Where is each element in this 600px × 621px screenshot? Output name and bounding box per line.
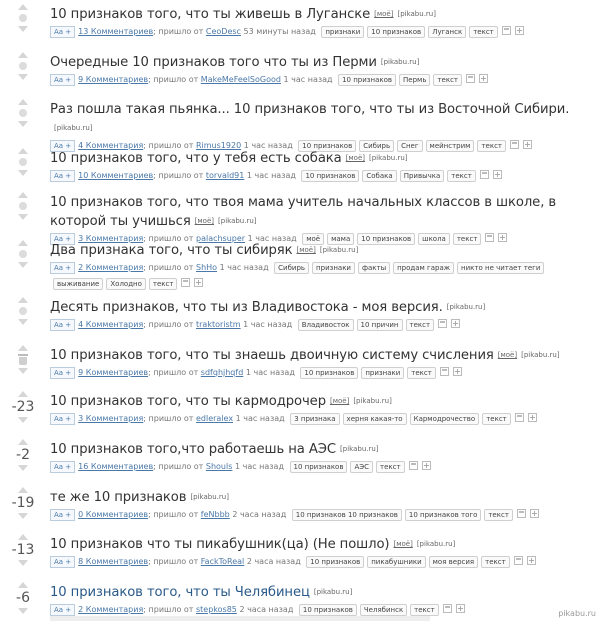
post-title-link[interactable]: 10 признаков того,что работаешь на АЭС — [50, 442, 337, 457]
tag-link[interactable]: Владивосток — [298, 319, 354, 331]
post-content — [50, 439, 595, 474]
post-title-link[interactable]: Два признака того, что ты сибиряк — [50, 243, 293, 258]
post-rating: -13 — [11, 542, 35, 558]
post-content — [50, 99, 595, 153]
add-plus-icon[interactable] — [527, 556, 536, 565]
save-icon[interactable] — [438, 319, 447, 328]
tag-link[interactable]: текст — [481, 556, 510, 568]
mine-label[interactable]: [моё] — [296, 246, 316, 254]
rating-hidden-dot-icon — [19, 250, 27, 258]
author-link[interactable]: torvald91 — [205, 171, 245, 180]
post-meta-tags-continued — [50, 277, 595, 291]
font-size-button[interactable]: Аа + — [50, 233, 75, 245]
add-plus-icon[interactable] — [456, 604, 465, 613]
post-time: 1 час назад — [245, 368, 295, 377]
post-title-link[interactable]: 10 признаков что ты пикабушник(ца) (Не пошло) — [50, 537, 390, 552]
tag-link[interactable]: Снег — [397, 140, 422, 152]
add-plus-icon[interactable] — [515, 26, 524, 35]
add-plus-icon[interactable] — [528, 413, 537, 422]
tag-link[interactable]: текст — [410, 604, 439, 616]
upvote-arrow-icon[interactable] — [18, 148, 28, 154]
rating-hidden-dot-icon — [19, 202, 27, 210]
post-time: 2 часа назад — [239, 605, 294, 614]
post-title-link[interactable]: те же 10 признаков — [50, 490, 187, 505]
font-size-button[interactable]: Аа + — [50, 26, 75, 38]
upvote-arrow-icon[interactable] — [18, 240, 28, 246]
author-link[interactable]: edleralex — [195, 414, 234, 423]
vote-column — [0, 148, 46, 176]
post-title-line — [50, 192, 595, 230]
tag-link[interactable]: факты — [358, 262, 390, 274]
post-title-link[interactable]: Десять признаков, что ты из Владивостока - моя версия. — [50, 300, 443, 315]
comments-link[interactable]: 13 Комментариев — [78, 27, 154, 36]
came-from-label: ; пришло от — [153, 462, 204, 471]
tag-link[interactable]: мама — [327, 233, 354, 245]
post-content — [50, 52, 595, 87]
post-meta — [50, 555, 595, 569]
upvote-arrow-icon[interactable] — [18, 534, 28, 540]
came-from-label: ; пришло от — [143, 141, 194, 150]
vote-column — [0, 99, 46, 127]
post-meta — [50, 460, 595, 474]
post-domain: [pikabu.ru] — [521, 351, 560, 359]
post-time: 1 час назад — [247, 234, 297, 243]
tag-link[interactable]: мейнстрим — [426, 140, 475, 152]
author-link[interactable]: FackToReal — [200, 557, 245, 566]
tag-link[interactable]: текст — [453, 233, 482, 245]
tag-link[interactable]: текст — [407, 367, 436, 379]
tag-link[interactable]: никто не читает теги — [457, 262, 544, 274]
comments-link[interactable]: 10 Комментариев — [78, 171, 154, 180]
tag-link[interactable]: текст — [477, 140, 506, 152]
tag-link[interactable]: текст — [376, 461, 405, 473]
downvote-arrow-icon[interactable] — [18, 608, 28, 614]
vote-column — [0, 487, 46, 519]
post-title-line — [50, 4, 595, 23]
downvote-arrow-icon[interactable] — [18, 513, 28, 519]
rating-hidden-dot-icon — [19, 109, 27, 117]
upvote-arrow-icon[interactable] — [18, 582, 28, 588]
author-link[interactable]: traktoristm — [195, 320, 241, 329]
add-plus-icon[interactable] — [530, 509, 539, 518]
author-link[interactable]: sdfqhjhqfd — [200, 368, 244, 377]
post-content — [50, 345, 595, 380]
post-time: 1 час назад — [234, 462, 284, 471]
upvote-arrow-icon[interactable] — [18, 345, 28, 351]
tag-link[interactable]: Сибирь — [274, 262, 309, 274]
post-title-line — [50, 487, 595, 506]
tag-link[interactable]: признаки — [312, 262, 355, 274]
upvote-arrow-icon[interactable] — [18, 487, 28, 493]
site-watermark: pikabu.ru — [558, 609, 596, 618]
add-plus-icon[interactable] — [453, 367, 462, 376]
tag-link[interactable]: школа — [418, 233, 450, 245]
mine-label[interactable]: [моё] — [194, 217, 215, 225]
came-from-label: ; пришло от — [148, 368, 199, 377]
post-rating: -23 — [11, 399, 35, 415]
vote-column — [0, 439, 46, 471]
tag-link[interactable]: 10 признаков — [299, 604, 357, 616]
came-from-label: ; пришло от — [143, 320, 194, 329]
font-size-button[interactable]: Аа + — [50, 140, 75, 152]
tag-link[interactable]: текст — [447, 170, 476, 182]
tag-link[interactable]: 10 признаков — [357, 233, 415, 245]
downvote-arrow-icon[interactable] — [18, 74, 28, 80]
post-content — [50, 582, 595, 617]
tag-link[interactable]: текст — [482, 413, 511, 425]
add-plus-icon[interactable] — [479, 74, 488, 83]
post-title-link[interactable]: Раз пошла такая пьянка... 10 признаков того, что ты из Восточной Сибири. — [50, 102, 570, 117]
add-plus-icon[interactable] — [451, 319, 460, 328]
font-size-button[interactable]: Аа + — [50, 367, 75, 379]
post-time: 1 час назад — [243, 141, 293, 150]
tag-link[interactable]: 10 признаков — [367, 26, 425, 38]
downvote-arrow-icon[interactable] — [18, 368, 28, 374]
tag-link[interactable]: АЭС — [350, 461, 373, 473]
tag-link[interactable]: моё — [302, 233, 324, 245]
tag-link[interactable]: продам гараж — [393, 262, 454, 274]
save-icon[interactable] — [440, 367, 449, 376]
upvote-arrow-icon[interactable] — [18, 52, 28, 58]
post-content — [50, 192, 595, 246]
vote-column — [0, 4, 46, 32]
post-title-line — [50, 148, 595, 167]
mine-label[interactable]: [моё] — [497, 351, 518, 359]
save-icon[interactable] — [443, 604, 452, 613]
author-link[interactable]: feNbbb — [200, 510, 230, 519]
upvote-arrow-icon[interactable] — [18, 99, 28, 105]
came-from-label: ; пришло от — [153, 171, 204, 180]
post-meta — [50, 261, 595, 275]
came-from-label: ; пришло от — [153, 27, 204, 36]
font-size-button[interactable]: Аа + — [50, 319, 75, 331]
post-title-link[interactable]: 10 признаков того, что твоя мама учитель начальных классов в школе, в которой ты учишься — [50, 195, 557, 229]
vote-column — [0, 582, 46, 614]
author-link[interactable]: palachsuper — [195, 234, 246, 243]
post-domain: [pikabu.ru] — [340, 445, 379, 453]
vote-column — [0, 192, 46, 220]
vote-column — [0, 52, 46, 80]
post-meta — [50, 412, 595, 426]
font-size-button[interactable]: Аа + — [50, 413, 75, 425]
vote-column — [0, 297, 46, 325]
comments-link[interactable]: 4 Комментария — [78, 320, 144, 329]
tag-link[interactable]: Привычка — [400, 170, 445, 182]
came-from-label: ; пришло от — [143, 263, 194, 272]
save-icon[interactable] — [515, 413, 524, 422]
post-rating: -19 — [11, 495, 35, 511]
tag-link[interactable]: 3 признака — [290, 413, 339, 425]
post-content — [50, 148, 595, 183]
post-time: 1 час назад — [235, 414, 285, 423]
downvote-arrow-icon[interactable] — [18, 262, 28, 268]
post-meta — [50, 169, 595, 183]
rating-hidden-dot-icon — [19, 158, 27, 166]
add-plus-icon[interactable] — [194, 278, 203, 287]
post-meta — [50, 603, 595, 617]
comments-link[interactable]: 9 Комментариев — [78, 368, 149, 377]
mine-label[interactable]: [моё] — [393, 540, 413, 548]
author-link[interactable]: MakeMeFeelSoGood — [200, 75, 281, 84]
font-size-button[interactable]: Аа + — [50, 461, 75, 473]
post-title-link[interactable]: 10 признаков того, что ты Челябинец — [50, 585, 310, 600]
tag-link[interactable]: текст — [469, 26, 498, 38]
post-title-line — [50, 52, 595, 71]
post-title-line — [50, 99, 595, 137]
tag-link[interactable]: Собака — [362, 170, 396, 182]
tag-link[interactable]: Челябинск — [360, 604, 407, 616]
post-domain: [pikabu.ru] — [319, 246, 359, 254]
tag-link[interactable]: 10 причин — [357, 319, 403, 331]
upvote-arrow-icon[interactable] — [18, 439, 28, 445]
post-title-link[interactable]: Очередные 10 признаков того что ты из Перми — [50, 55, 377, 70]
post-title-line — [50, 534, 595, 553]
post-domain: [pikabu.ru] — [190, 493, 229, 501]
post-time: 1 час назад — [246, 171, 296, 180]
tag-link[interactable]: текст — [484, 509, 513, 521]
came-from-label: ; пришло от — [148, 510, 199, 519]
bottom-scroll-strip — [50, 616, 430, 621]
add-plus-icon[interactable] — [493, 170, 502, 179]
post-domain: [pikabu.ru] — [353, 397, 392, 405]
tag-link[interactable]: 10 признаков 10 признаков — [292, 509, 402, 521]
post-domain: [pikabu.ru] — [218, 217, 257, 225]
font-size-button[interactable]: Аа + — [50, 604, 75, 616]
tag-link[interactable]: 10 признаков — [306, 556, 364, 568]
post-content — [50, 391, 595, 426]
post-title-line — [50, 240, 595, 259]
post-title-link[interactable]: 10 признаков того, что ты кармодрочер — [50, 394, 326, 409]
rating-hidden-dot-icon — [19, 62, 27, 70]
vote-column — [0, 534, 46, 566]
tag-link[interactable]: 10 признаков — [298, 140, 356, 152]
tag-link[interactable]: Пермь — [399, 74, 430, 86]
author-link[interactable]: stepkos85 — [195, 605, 237, 614]
author-link[interactable]: Rimus1920 — [195, 141, 242, 150]
post-domain: [pikabu.ru] — [380, 58, 420, 66]
post-content — [50, 4, 595, 39]
downvote-arrow-icon[interactable] — [18, 170, 28, 176]
author-link[interactable]: ShHo — [195, 263, 218, 272]
tag-link[interactable]: моя версия — [429, 556, 478, 568]
font-size-button[interactable]: Аа + — [50, 262, 75, 274]
post-domain: [pikabu.ru] — [416, 540, 456, 548]
save-icon[interactable] — [409, 461, 418, 470]
post-meta — [50, 25, 595, 39]
comments-link[interactable]: 3 Комментария — [78, 414, 144, 423]
tag-link[interactable]: херня какая-то — [343, 413, 407, 425]
save-icon[interactable] — [514, 556, 523, 565]
upvote-arrow-icon[interactable] — [18, 192, 28, 198]
mine-label[interactable]: [моё] — [374, 10, 394, 18]
post-time: 2 часа назад — [232, 510, 287, 519]
post-time: 53 минуты назад — [243, 27, 316, 36]
tag-link[interactable]: признаки — [321, 26, 364, 38]
comments-link[interactable]: 3 Комментария — [78, 234, 144, 243]
came-from-label: ; пришло от — [143, 234, 194, 243]
downvote-arrow-icon[interactable] — [18, 465, 28, 471]
post-content — [50, 487, 595, 522]
comments-link[interactable]: 2 Комментария — [78, 263, 144, 272]
downvote-arrow-icon[interactable] — [18, 560, 28, 566]
trash-icon[interactable] — [18, 354, 28, 365]
tag-link[interactable]: Холодно — [106, 278, 146, 290]
save-icon[interactable] — [502, 26, 511, 35]
post-meta — [50, 73, 595, 87]
upvote-arrow-icon[interactable] — [18, 297, 28, 303]
post-domain: [pikabu.ru] — [54, 124, 93, 132]
post-title-line — [50, 582, 595, 601]
post-meta — [50, 318, 595, 332]
tag-link[interactable]: текст — [433, 74, 462, 86]
tag-link[interactable]: 10 признаков того — [405, 509, 481, 521]
came-from-label: ; пришло от — [143, 414, 194, 423]
post-content — [50, 240, 595, 291]
author-link[interactable]: Shouls — [205, 462, 233, 471]
post-title-line — [50, 297, 595, 316]
tag-link[interactable]: Кармодрочество — [410, 413, 480, 425]
tag-link[interactable]: признаки — [361, 367, 404, 379]
comments-link[interactable]: 4 Комментария — [78, 141, 144, 150]
comments-link[interactable]: 8 Комментариев — [78, 557, 149, 566]
upvote-arrow-icon[interactable] — [18, 4, 28, 10]
add-plus-icon[interactable] — [422, 461, 431, 470]
post-title-line — [50, 391, 595, 410]
vote-column — [0, 240, 46, 268]
vote-column — [0, 345, 46, 374]
tag-link[interactable]: 10 признаков — [301, 170, 359, 182]
post-rating: -6 — [16, 590, 30, 606]
tag-link[interactable]: текст — [149, 278, 178, 290]
post-meta — [50, 508, 595, 522]
post-title-line — [50, 345, 595, 364]
comments-link[interactable]: 0 Комментариев — [78, 510, 149, 519]
downvote-arrow-icon[interactable] — [18, 319, 28, 325]
post-title-link[interactable]: 10 признаков того, что ты живешь в Луганске — [50, 7, 371, 22]
came-from-label: ; пришло от — [143, 605, 194, 614]
save-icon[interactable] — [181, 278, 190, 287]
downvote-arrow-icon[interactable] — [18, 417, 28, 423]
post-title-line — [50, 439, 595, 458]
tag-link[interactable]: выживание — [53, 278, 103, 290]
tag-link[interactable]: 10 признаков — [338, 74, 396, 86]
post-domain: [pikabu.ru] — [313, 588, 353, 596]
post-domain: [pikabu.ru] — [397, 10, 436, 18]
tag-link[interactable]: пикабушники — [367, 556, 425, 568]
downvote-arrow-icon[interactable] — [18, 214, 28, 220]
post-domain: [pikabu.ru] — [369, 154, 408, 162]
post-title-link[interactable]: 10 признаков того, что ты знаешь двоичную систему счисления — [50, 348, 494, 363]
downvote-arrow-icon[interactable] — [18, 26, 28, 32]
mine-label[interactable]: [моё] — [345, 154, 365, 162]
rating-hidden-dot-icon — [19, 307, 27, 315]
font-size-button[interactable]: Аа + — [50, 170, 75, 182]
post-rating: -2 — [16, 447, 30, 463]
tag-link[interactable]: текст — [406, 319, 435, 331]
post-time: 2 часа назад — [246, 557, 301, 566]
tag-link[interactable]: 10 признаков — [300, 367, 358, 379]
author-link[interactable]: CeoDesc — [205, 27, 241, 36]
tag-link[interactable]: Луганск — [428, 26, 466, 38]
comments-link[interactable]: 16 Комментариев — [78, 462, 154, 471]
post-time: 1 час назад — [243, 320, 293, 329]
comments-link[interactable]: 9 Комментариев — [78, 75, 149, 84]
save-icon[interactable] — [466, 74, 475, 83]
upvote-arrow-icon[interactable] — [18, 391, 28, 397]
post-domain: [pikabu.ru] — [446, 303, 486, 311]
font-size-button[interactable]: Аа + — [50, 74, 75, 86]
save-icon[interactable] — [517, 509, 526, 518]
post-content — [50, 534, 595, 569]
post-time: 1 час назад — [283, 75, 333, 84]
post-time: 1 час назад — [219, 263, 269, 272]
tag-link[interactable]: 10 признаков — [290, 461, 348, 473]
rating-hidden-dot-icon — [19, 14, 27, 22]
font-size-button[interactable]: Аа + — [50, 509, 75, 521]
vote-column — [0, 391, 46, 423]
mine-label[interactable]: [моё] — [329, 397, 350, 405]
post-meta — [50, 366, 595, 380]
save-icon[interactable] — [480, 170, 489, 179]
post-title-link[interactable]: 10 признаков того, что у тебя есть собака — [50, 151, 342, 166]
came-from-label: ; пришло от — [148, 557, 199, 566]
tag-link[interactable]: Сибирь — [359, 140, 394, 152]
downvote-arrow-icon[interactable] — [18, 121, 28, 127]
comments-link[interactable]: 2 Комментария — [78, 605, 144, 614]
font-size-button[interactable]: Аа + — [50, 556, 75, 568]
post-content — [50, 297, 595, 332]
came-from-label: ; пришло от — [148, 75, 199, 84]
